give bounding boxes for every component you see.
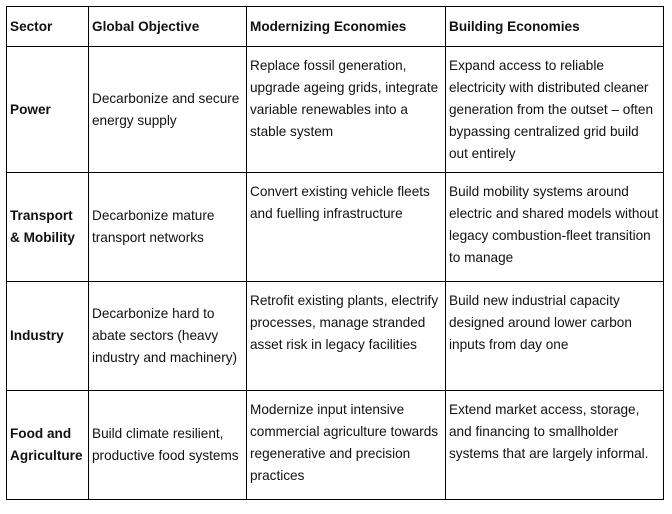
header-global-objective: Global Objective [89, 7, 247, 47]
objective-cell: Decarbonize and secure energy supply [89, 47, 247, 173]
sector-cell: Power [7, 47, 89, 173]
modernizing-cell: Replace fossil generation, upgrade ageing grids, integrate variable renewables into a stable system [247, 47, 446, 173]
header-sector: Sector [7, 7, 89, 47]
sector-cell: Transport & Mobility [7, 173, 89, 282]
building-cell: Expand access to reliable electricity with distributed cleaner generation from the outset – often bypassing centralized grid build out entirely [446, 47, 664, 173]
table-header-row [7, 7, 664, 47]
building-cell: Extend market access, storage, and financing to smallholder systems that are largely informal. [446, 391, 664, 500]
objective-cell: Build climate resilient, productive food systems [89, 391, 247, 500]
header-building-economies: Building Economies [446, 7, 664, 47]
sector-cell: Industry [7, 282, 89, 391]
modernizing-cell: Retrofit existing plants, electrify processes, manage stranded asset risk in legacy facilities [247, 282, 446, 391]
objective-cell: Decarbonize hard to abate sectors (heavy industry and machinery) [89, 282, 247, 391]
table-row-industry [7, 282, 664, 391]
building-cell: Build mobility systems around electric and shared models without legacy combustion-fleet transition to manage [446, 173, 664, 282]
table-row-power [7, 47, 664, 173]
header-modernizing-economies: Modernizing Economies [247, 7, 446, 47]
objective-cell: Decarbonize mature transport networks [89, 173, 247, 282]
table-row-food-agriculture [7, 391, 664, 500]
building-cell: Build new industrial capacity designed around lower carbon inputs from day one [446, 282, 664, 391]
sector-cell: Food and Agriculture [7, 391, 89, 500]
table-row-transport-mobility [7, 173, 664, 282]
sector-comparison-table [6, 6, 664, 500]
comparison-table-container [6, 6, 664, 500]
modernizing-cell: Convert existing vehicle fleets and fuelling infrastructure [247, 173, 446, 282]
modernizing-cell: Modernize input intensive commercial agriculture towards regenerative and precision practices [247, 391, 446, 500]
